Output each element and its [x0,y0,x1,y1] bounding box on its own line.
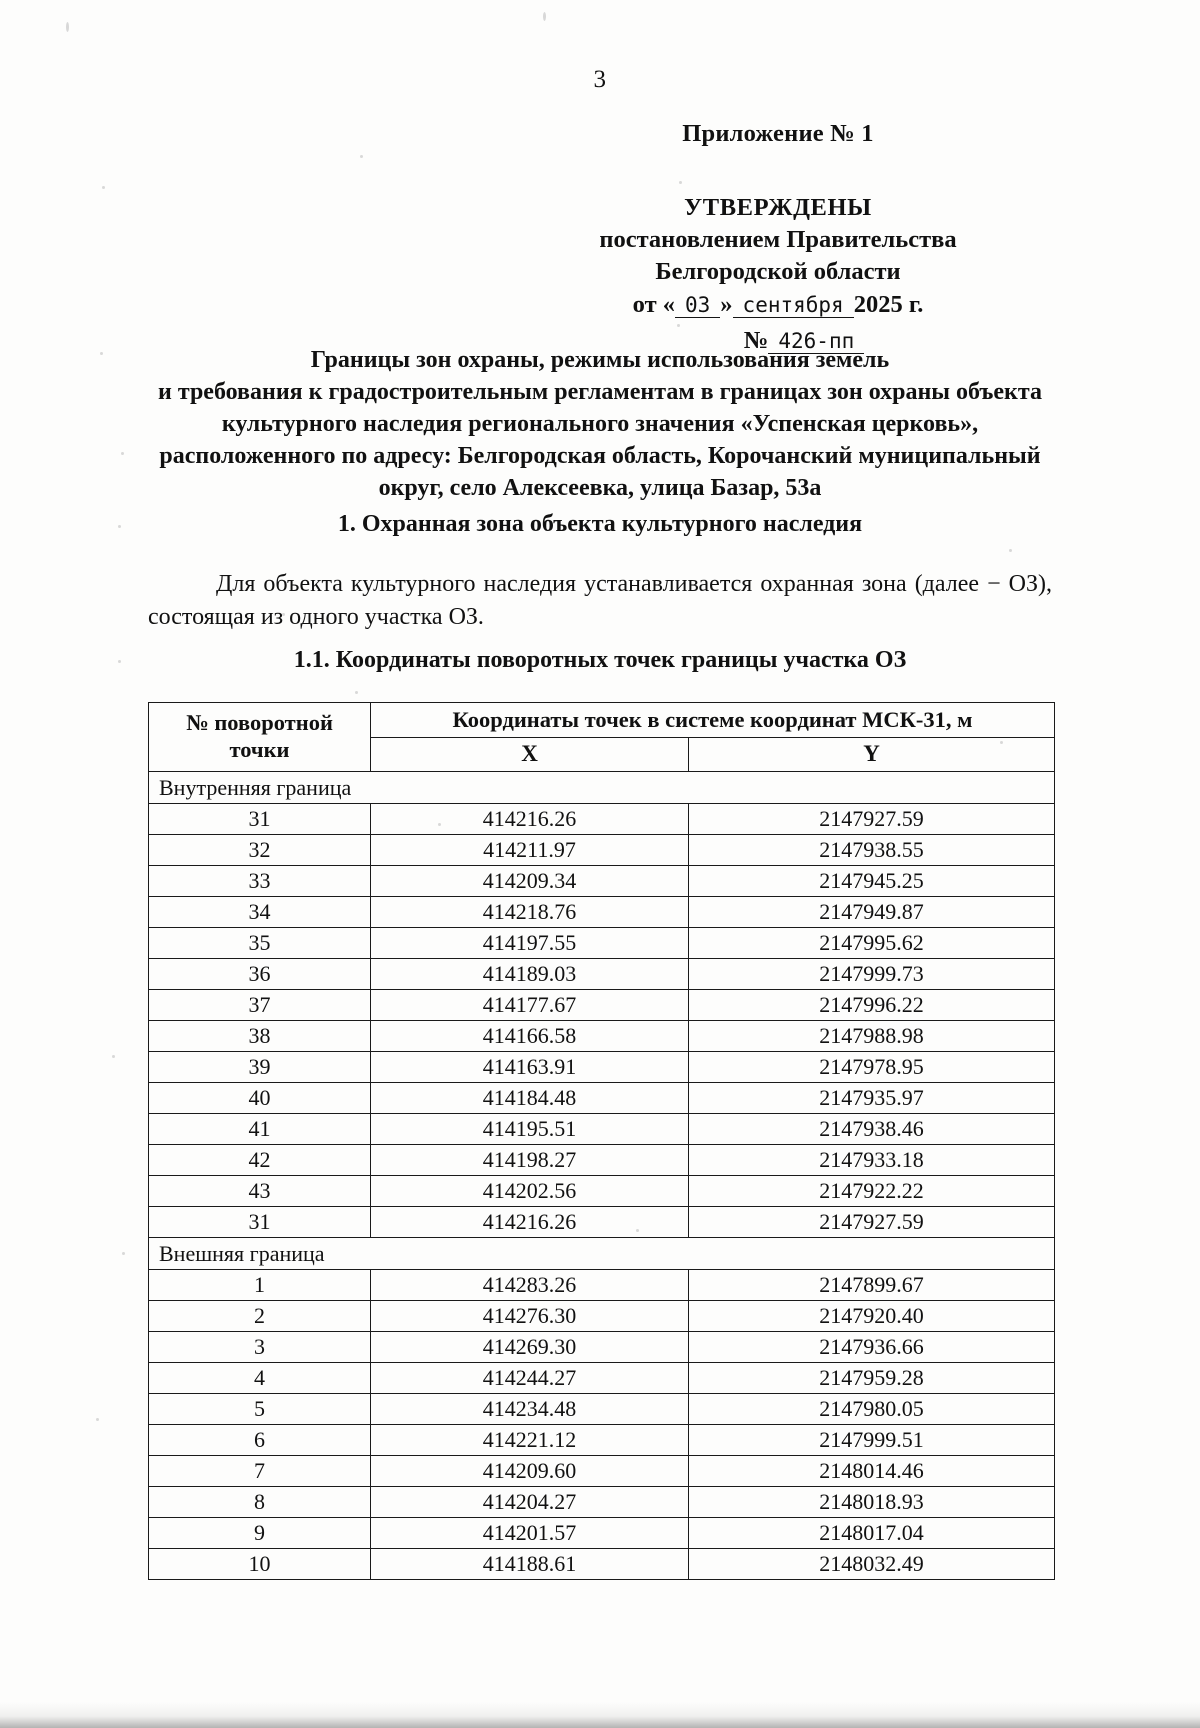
document-title-line-3: культурного наследия регионального значения «Успенская церковь», [221,410,979,437]
cell-coordinate-x: 414177.67 [371,990,689,1021]
table-group-row [149,1238,1055,1270]
cell-coordinate-x: 414163.91 [371,1052,689,1083]
scan-speck [66,22,69,32]
document-title [144,345,1056,505]
table-row [149,1518,1055,1549]
document-title-line-1: Границы зон охраны, режимы использования земель [310,347,890,373]
column-header-x: X [371,737,689,772]
cell-point-number: 9 [149,1518,371,1549]
scan-speck [118,660,121,663]
table-row [149,835,1055,866]
cell-point-number: 4 [149,1363,371,1394]
cell-coordinate-x: 414234.48 [371,1394,689,1425]
cell-coordinate-x: 414244.27 [371,1363,689,1394]
cell-point-number: 39 [149,1052,371,1083]
document-title-line-2: и требования к градостроительным регламентам в границах зон охраны объекта [158,378,1042,405]
cell-coordinate-x: 414218.76 [371,897,689,928]
scan-speck [360,155,363,158]
cell-coordinate-x: 414198.27 [371,1145,689,1176]
paragraph-line-2: состоящая из одного участка ОЗ. [148,603,484,630]
cell-point-number: 7 [149,1456,371,1487]
column-header-y: Y [689,737,1055,772]
cell-coordinate-x: 414197.55 [371,928,689,959]
cell-coordinate-x: 414201.57 [371,1518,689,1549]
cell-coordinate-y: 2147899.67 [689,1270,1055,1301]
scan-speck [1009,549,1012,552]
cell-point-number: 6 [149,1425,371,1456]
cell-point-number: 31 [149,1207,371,1238]
table-row [149,1301,1055,1332]
scan-speck [355,691,358,694]
table-group-row [149,772,1055,804]
cell-coordinate-y: 2147978.95 [689,1052,1055,1083]
subsection-heading: 1.1. Координаты поворотных точек границы участка ОЗ [293,647,907,673]
cell-point-number: 32 [149,835,371,866]
cell-coordinate-y: 2147927.59 [689,804,1055,835]
table-row [149,866,1055,897]
scan-speck [96,1418,99,1421]
date-quote-close: » [720,291,733,319]
date-day-value: 03 [675,294,720,318]
table-row [149,928,1055,959]
section-heading: 1. Охранная зона объекта культурного наследия [337,511,863,537]
table-row [149,1456,1055,1487]
cell-point-number: 41 [149,1114,371,1145]
cell-point-number: 3 [149,1332,371,1363]
cell-coordinate-y: 2147938.46 [689,1114,1055,1145]
cell-coordinate-y: 2148014.46 [689,1456,1055,1487]
cell-coordinate-x: 414221.12 [371,1425,689,1456]
document-title-line-4: расположенного по адресу: Белгородская область, Корочанский муниципальный [159,442,1041,469]
cell-point-number: 2 [149,1301,371,1332]
cell-coordinate-x: 414216.26 [371,804,689,835]
cell-coordinate-y: 2148032.49 [689,1549,1055,1580]
coordinates-table [148,702,1055,1580]
cell-point-number: 31 [149,804,371,835]
scan-speck [121,452,124,455]
cell-coordinate-y: 2147927.59 [689,1207,1055,1238]
cell-coordinate-y: 2147935.97 [689,1083,1055,1114]
decree-number-label: № [743,327,769,355]
document-title-line-5: округ, село Алексеевка, улица Базар, 53а [378,474,822,501]
cell-coordinate-x: 414211.97 [371,835,689,866]
table-row [149,990,1055,1021]
cell-point-number: 8 [149,1487,371,1518]
scan-speck [102,186,105,189]
cell-coordinate-y: 2147988.98 [689,1021,1055,1052]
table-row [149,1145,1055,1176]
table-row [149,1549,1055,1580]
cell-coordinate-y: 2148017.04 [689,1518,1055,1549]
cell-coordinate-x: 414202.56 [371,1176,689,1207]
approval-block [508,118,1048,357]
approved-word: УТВЕРЖДЕНЫ [684,193,872,221]
cell-coordinate-x: 414209.60 [371,1456,689,1487]
table-row [149,1270,1055,1301]
appendix-title: Приложение № 1 [682,120,874,147]
approved-by-authority: постановлением Правительства [599,225,957,253]
table-header-row-1 [149,703,1055,738]
paragraph-line-1: Для объекта культурного наследия устанавливается охранная зона (далее − ОЗ), [216,571,1052,597]
table-row [149,1363,1055,1394]
table-row [149,1487,1055,1518]
scan-speck [100,352,103,355]
cell-point-number: 42 [149,1145,371,1176]
decree-number-value: 426-пп [768,330,864,354]
page-number: 3 [593,66,607,93]
approved-region: Белгородской области [655,257,901,285]
table-row [149,1332,1055,1363]
date-month-value: сентября [733,294,854,318]
cell-coordinate-y: 2147933.18 [689,1145,1055,1176]
cell-coordinate-y: 2147922.22 [689,1176,1055,1207]
table-group-label: Внутренняя граница [149,772,1055,804]
cell-point-number: 40 [149,1083,371,1114]
cell-point-number: 36 [149,959,371,990]
date-prefix: от « [632,291,675,319]
table-row [149,1021,1055,1052]
cell-point-number: 10 [149,1549,371,1580]
cell-coordinate-x: 414283.26 [371,1270,689,1301]
cell-coordinate-y: 2147920.40 [689,1301,1055,1332]
cell-coordinate-y: 2147995.62 [689,928,1055,959]
cell-point-number: 38 [149,1021,371,1052]
table-row [149,897,1055,928]
cell-point-number: 35 [149,928,371,959]
cell-coordinate-x: 414195.51 [371,1114,689,1145]
cell-coordinate-y: 2147938.55 [689,835,1055,866]
table-row [149,1083,1055,1114]
table-row [149,959,1055,990]
cell-coordinate-y: 2147959.28 [689,1363,1055,1394]
cell-coordinate-x: 414216.26 [371,1207,689,1238]
cell-point-number: 1 [149,1270,371,1301]
section-paragraph [148,568,1052,633]
cell-coordinate-x: 414184.48 [371,1083,689,1114]
column-header-point-number-line-1: № поворотной [186,709,333,735]
cell-coordinate-y: 2147980.05 [689,1394,1055,1425]
table-row [149,1176,1055,1207]
cell-coordinate-x: 414209.34 [371,866,689,897]
cell-coordinate-x: 414204.27 [371,1487,689,1518]
cell-coordinate-x: 414166.58 [371,1021,689,1052]
scan-speck [543,12,546,21]
table-group-label: Внешняя граница [149,1238,1055,1270]
table-row [149,1114,1055,1145]
coordinates-table-body [149,772,1055,1580]
cell-coordinate-y: 2147996.22 [689,990,1055,1021]
cell-coordinate-y: 2147999.51 [689,1425,1055,1456]
cell-coordinate-y: 2148018.93 [689,1487,1055,1518]
cell-coordinate-y: 2147949.87 [689,897,1055,928]
decree-date-line [508,289,1048,321]
cell-coordinate-x: 414188.61 [371,1549,689,1580]
cell-point-number: 37 [149,990,371,1021]
scan-speck [118,525,121,528]
coordinates-table-head [149,703,1055,772]
table-row [149,1425,1055,1456]
cell-coordinate-y: 2147999.73 [689,959,1055,990]
column-header-point-number-line-2: точки [229,737,290,762]
cell-point-number: 5 [149,1394,371,1425]
cell-coordinate-x: 414269.30 [371,1332,689,1363]
table-row [149,804,1055,835]
table-row [149,1207,1055,1238]
cell-coordinate-x: 414276.30 [371,1301,689,1332]
scan-speck [112,1055,115,1058]
table-row [149,1394,1055,1425]
cell-coordinate-x: 414189.03 [371,959,689,990]
cell-coordinate-y: 2147945.25 [689,866,1055,897]
table-row [149,1052,1055,1083]
column-header-point-number [149,703,371,772]
scan-speck [122,1252,125,1255]
cell-coordinate-y: 2147936.66 [689,1332,1055,1363]
scan-edge-shadow [0,1702,1200,1728]
cell-point-number: 34 [149,897,371,928]
column-header-coordinate-system: Координаты точек в системе координат МСК-31, м [371,703,1055,738]
date-year-value: 2025 г. [853,291,924,319]
cell-point-number: 33 [149,866,371,897]
cell-point-number: 43 [149,1176,371,1207]
